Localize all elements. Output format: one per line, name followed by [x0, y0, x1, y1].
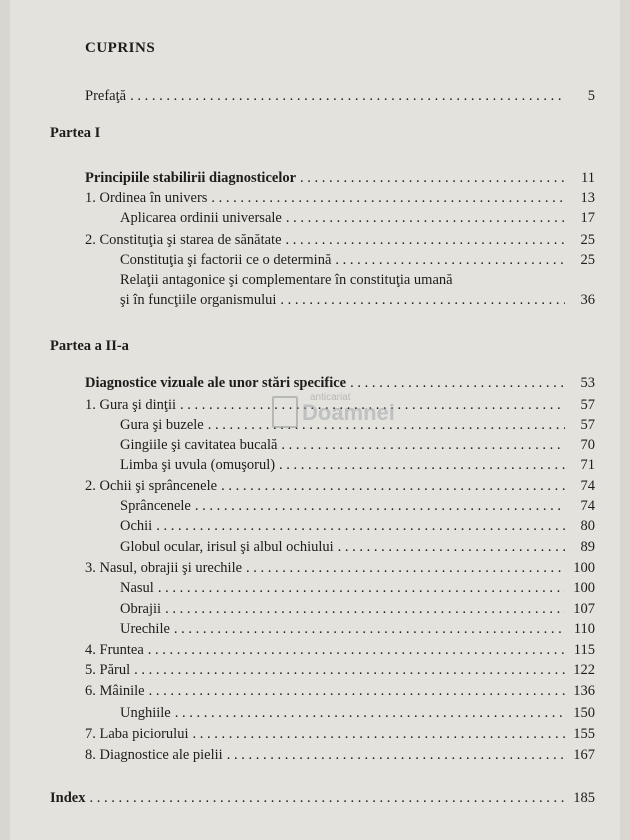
entry-label: Prefaţă — [85, 88, 127, 104]
toc-entry: Globul ocular, irisul şi albul ochiului . . . 89 — [120, 539, 595, 556]
toc-entry: 2. Ochii şi sprâncenele . . . 74 — [85, 478, 595, 495]
toc-entry: Unghiile . . . 150 — [120, 705, 595, 722]
toc-entry: 4. Fruntea . . . 115 — [85, 642, 595, 659]
toc-entry: Principiile stabilirii diagnosticelor . . . 11 — [85, 170, 595, 187]
toc-entry: 7. Laba piciorului . . . 155 — [85, 726, 595, 743]
toc-entry: Urechile . . . 110 — [120, 621, 595, 638]
toc-entry: Limba şi uvula (omuşorul) . . . 71 — [120, 457, 595, 474]
toc-entry: 2. Constituţia şi starea de sănătate . . . 25 — [85, 232, 595, 249]
toc-entry: Constituţia şi factorii ce o determină . . . 25 — [120, 252, 595, 269]
toc-entry: şi în funcţiile organismului . . . 36 — [120, 292, 595, 309]
watermark-small-text: anticariat — [310, 392, 351, 403]
toc-entry: Ochii . . . 80 — [120, 518, 595, 535]
watermark-big-text: Doamnei — [302, 400, 395, 425]
toc-entry: 8. Diagnostice ale pielii . . . 167 — [85, 747, 595, 764]
toc-entry-index: Index . . . 185 — [50, 790, 595, 807]
part-1-heading: Partea I — [50, 125, 101, 141]
page-number: 5 — [587, 88, 595, 104]
toc-entry: Aplicarea ordinii universale . . . 17 — [120, 210, 595, 227]
page-title: CUPRINS — [85, 40, 156, 56]
toc-entry: 3. Nasul, obrajii şi urechile . . . 100 — [85, 560, 595, 577]
toc-entry: 1. Ordinea în univers . . . 13 — [85, 190, 595, 207]
toc-entry: 5. Părul . . . 122 — [85, 662, 595, 679]
dot-leader — [130, 88, 565, 105]
toc-entry: Gura şi buzele . . . 57 — [120, 417, 595, 434]
toc-entry: Diagnostice vizuale ale unor stări specifice . . . 53 — [85, 375, 595, 392]
toc-entry: Obrajii . . . 107 — [120, 601, 595, 618]
toc-entry-continued: Relaţii antagonice şi complementare în constituţia umană — [120, 272, 453, 288]
toc-entry-prefata — [85, 88, 595, 105]
toc-entry: 6. Mâinile . . . 136 — [85, 683, 595, 700]
toc-entry: Nasul . . . 100 — [120, 580, 595, 597]
toc-entry: Gingiile şi cavitatea bucală . . . 70 — [120, 437, 595, 454]
book-page — [10, 0, 620, 840]
toc-entry: 1. Gura şi dinţii . . . 57 — [85, 397, 595, 414]
watermark-logo-icon — [272, 396, 298, 428]
watermark — [272, 392, 412, 432]
part-2-heading: Partea a II-a — [50, 338, 129, 354]
toc-entry: Sprâncenele . . . 74 — [120, 498, 595, 515]
